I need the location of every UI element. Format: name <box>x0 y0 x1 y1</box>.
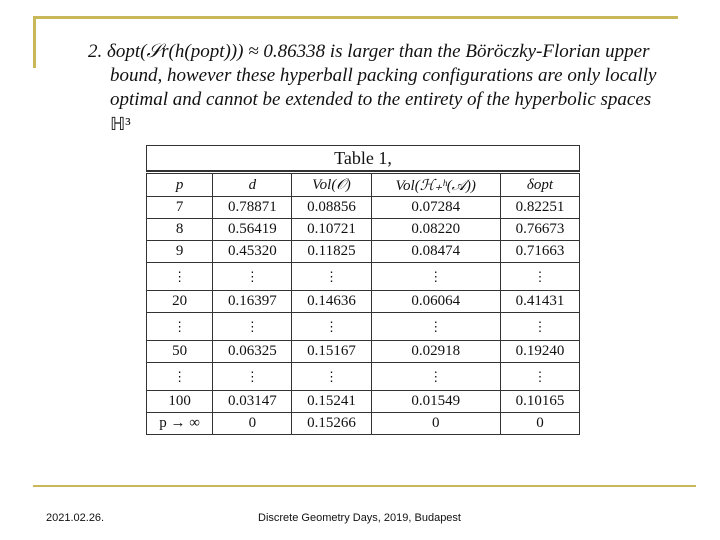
table-cell: ⋮ <box>500 263 579 291</box>
table-cell: ⋮ <box>371 263 500 291</box>
table-cell: ⋮ <box>213 363 292 391</box>
table-cell: ⋮ <box>213 263 292 291</box>
table-cell: ⋮ <box>147 263 213 291</box>
table-cell: 0.08474 <box>371 241 500 263</box>
table-row-ellipsis <box>147 263 580 291</box>
table-cell: 0.11825 <box>292 241 371 263</box>
table-row-ellipsis <box>147 363 580 391</box>
table-cell: ⋮ <box>213 313 292 341</box>
table-cell: ⋮ <box>371 363 500 391</box>
slide-body-text <box>88 40 657 136</box>
footer-date: 2021.02.26. <box>46 512 105 524</box>
table-cell: 9 <box>147 241 213 263</box>
table-cell: 0.71663 <box>500 241 579 263</box>
frame-bottom-rule <box>33 485 696 487</box>
table-cell: 0.06325 <box>213 341 292 363</box>
text-line-3: optimal and cannot be extended to the entirety of the hyperbolic spaces <box>110 89 652 110</box>
text-line-4: ℍ³ <box>110 114 131 134</box>
table-row <box>147 241 580 263</box>
table-row <box>147 413 580 435</box>
table-caption: Table 1, <box>146 145 580 172</box>
table-cell: 50 <box>147 341 213 363</box>
header-delta-opt: δopt <box>500 174 579 197</box>
table-header-row <box>147 174 580 197</box>
table-cell: 0.06064 <box>371 291 500 313</box>
table-cell: 0.76673 <box>500 219 579 241</box>
table-row <box>147 291 580 313</box>
table-row <box>147 391 580 413</box>
table-cell: 0.82251 <box>500 197 579 219</box>
table-cell: ⋮ <box>147 313 213 341</box>
table-cell: 8 <box>147 219 213 241</box>
table-cell: ⋮ <box>292 313 371 341</box>
table-cell: 0.01549 <box>371 391 500 413</box>
table-cell: 0.15266 <box>292 413 371 435</box>
table-cell: 7 <box>147 197 213 219</box>
table-cell: 0.15241 <box>292 391 371 413</box>
table-cell: 0.56419 <box>213 219 292 241</box>
table-cell: 0.19240 <box>500 341 579 363</box>
table-cell: ⋮ <box>500 313 579 341</box>
table-cell: 0.16397 <box>213 291 292 313</box>
table-cell: ⋮ <box>147 363 213 391</box>
table-cell: 0 <box>371 413 500 435</box>
table-cell: ⋮ <box>371 313 500 341</box>
footer-event: Discrete Geometry Days, 2019, Budapest <box>258 512 461 524</box>
frame-left-rule <box>33 16 36 68</box>
table-cell: 0.08856 <box>292 197 371 219</box>
text-line-1: 2. δopt(𝒮r(h(popt))) ≈ 0.86338 is larger than the Böröczky-Florian upper <box>88 41 650 62</box>
table-cell: 0.15167 <box>292 341 371 363</box>
table-cell: ⋮ <box>292 363 371 391</box>
table-cell: 0 <box>213 413 292 435</box>
table-cell: 0.14636 <box>292 291 371 313</box>
header-vol-o: Vol(𝒪) <box>292 174 371 197</box>
table-cell: 0.02918 <box>371 341 500 363</box>
table-cell: 0.10165 <box>500 391 579 413</box>
header-p: p <box>147 174 213 197</box>
table-cell: ⋮ <box>292 263 371 291</box>
table-cell: ⋮ <box>500 363 579 391</box>
table-cell: p → ∞ <box>147 413 213 435</box>
table-cell: 100 <box>147 391 213 413</box>
table-row <box>147 341 580 363</box>
table-row-ellipsis <box>147 313 580 341</box>
table-row <box>147 219 580 241</box>
table-cell: 0.10721 <box>292 219 371 241</box>
results-table <box>146 173 580 435</box>
table-cell: 0.41431 <box>500 291 579 313</box>
table-cell: 0.45320 <box>213 241 292 263</box>
header-d: d <box>213 174 292 197</box>
table-cell: 0 <box>500 413 579 435</box>
text-line-2: bound, however these hyperball packing configurations are only locally <box>110 65 657 86</box>
table-cell: 20 <box>147 291 213 313</box>
table-cell: 0.07284 <box>371 197 500 219</box>
table-row <box>147 197 580 219</box>
table-cell: 0.03147 <box>213 391 292 413</box>
table-cell: 0.78871 <box>213 197 292 219</box>
header-vol-h: Vol(ℋ₊ʰ(𝒜)) <box>371 174 500 197</box>
frame-top-rule <box>33 16 678 19</box>
table-cell: 0.08220 <box>371 219 500 241</box>
